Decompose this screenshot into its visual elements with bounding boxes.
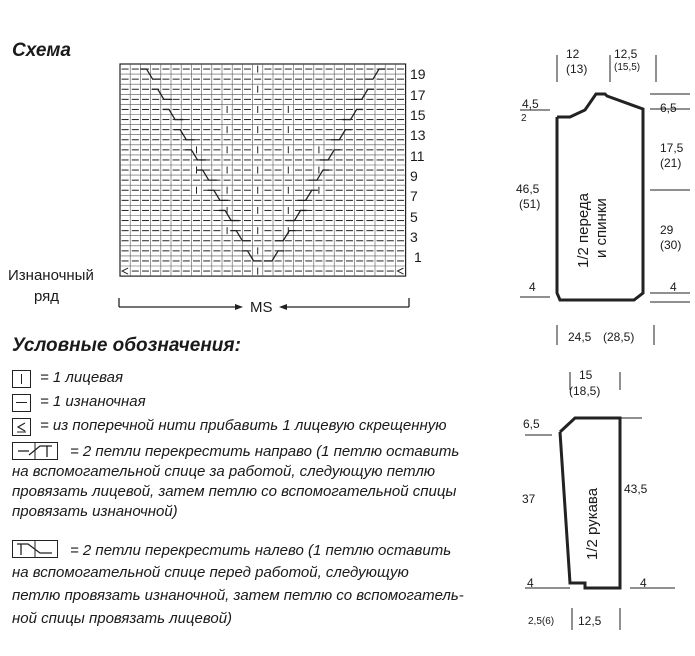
neck-width-alt: (13)	[566, 62, 588, 76]
neck-depth-small: 2	[521, 113, 527, 124]
page-title: Схема	[12, 40, 72, 61]
shoulder-drop: 6,5	[660, 101, 677, 115]
shoulder-width: 12,5	[614, 47, 638, 61]
side-height-alt: (30)	[660, 238, 682, 252]
repeat-label: MS	[250, 299, 273, 316]
legend-cross-right-line: на вспомогательной спице за работой, следующую петлю	[12, 463, 436, 480]
increase-symbol	[12, 418, 31, 436]
neck-width: 12	[566, 47, 580, 61]
sleeve-bottom-small: 2,5(6)	[528, 616, 555, 627]
sleeve-right-height: 43,5	[624, 482, 648, 496]
sleeve-left-height: 37	[522, 492, 536, 506]
legend-increase: = из поперечной нити прибавить 1 лицевую скрещенную	[40, 417, 447, 434]
sleeve-bottom-width: 12,5	[578, 614, 602, 628]
legend-cross-left-line: петлю провязать изнаночной, затем петлю со вспомогатель-	[12, 587, 464, 604]
cross-right-symbol	[12, 442, 58, 460]
legend-cross-left: = 2 петли перекрестить налево (1 петлю оставить	[70, 542, 452, 559]
rib-right: 4	[670, 280, 677, 294]
legend-knit: = 1 лицевая	[40, 369, 124, 386]
sleeve-pattern-drawing	[510, 360, 695, 640]
row-number: 5	[410, 209, 418, 225]
hem-width-alt: (28,5)	[603, 330, 635, 344]
row-number: 11	[410, 148, 425, 164]
sleeve-rib-right: 4	[640, 576, 647, 590]
body-height-alt: (51)	[519, 197, 541, 211]
legend-purl: = 1 изнаночная	[40, 393, 146, 410]
body-height: 46,5	[516, 182, 540, 196]
side-height: 29	[660, 223, 674, 237]
wrong-side-label: Изнаночный	[8, 267, 94, 284]
sleeve-piece-label: 1/2 рукава	[584, 487, 601, 560]
sleeve-top-width-alt: (18,5)	[569, 384, 601, 398]
legend-title: Условные обозначения:	[12, 335, 241, 356]
row-number: 9	[410, 168, 418, 184]
row-number: 3	[410, 229, 418, 245]
legend-cross-right: = 2 петли перекрестить направо (1 петлю оставить	[70, 443, 460, 460]
row-number: 15	[410, 107, 426, 123]
shoulder-width-alt: (15,5)	[614, 62, 641, 73]
body-piece-label: 1/2 переда и спинки	[575, 193, 610, 268]
row-number: 7	[410, 188, 418, 204]
row-number: 17	[410, 87, 426, 103]
sleeve-rib-left: 4	[527, 576, 534, 590]
hem-width: 24,5	[568, 330, 592, 344]
sleeve-cap-height: 6,5	[523, 417, 540, 431]
knit-symbol	[12, 370, 31, 388]
row-number: 19	[410, 66, 426, 82]
purl-symbol	[12, 394, 31, 412]
cross-left-symbol	[12, 540, 58, 558]
row-number: 13	[410, 127, 426, 143]
row-number: 1	[414, 249, 422, 265]
neck-depth: 4,5	[522, 97, 539, 111]
wrong-side-label-2: ряд	[34, 288, 60, 305]
legend-cross-right-line: провязать изнаночной)	[12, 503, 178, 520]
chart-grid	[120, 64, 406, 276]
legend-cross-left-line: ной спицы провязать лицевой)	[12, 610, 233, 627]
rib-left: 4	[529, 280, 536, 294]
legend-cross-right-line: провязать лицевой, затем петлю со вспомогательной спицы	[12, 483, 457, 500]
armhole-height: 17,5	[660, 141, 684, 155]
sleeve-top-width: 15	[579, 368, 593, 382]
armhole-height-alt: (21)	[660, 156, 682, 170]
legend-cross-left-line: на вспомогательной спице перед работой, следующую	[12, 564, 409, 581]
